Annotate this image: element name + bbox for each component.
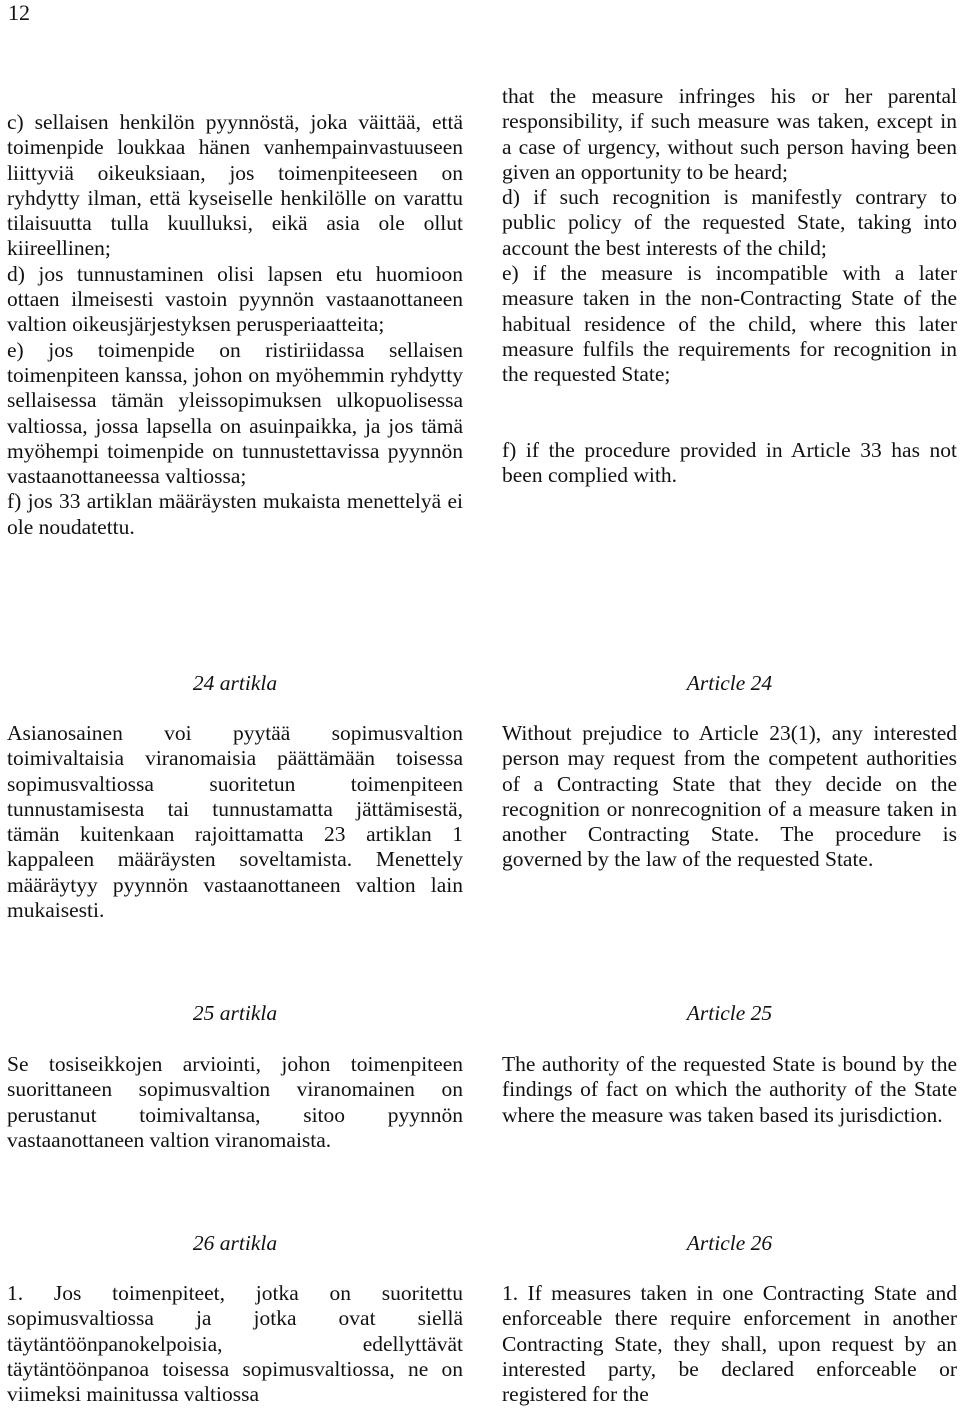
en-item-d: d) if such recognition is manifestly contrary to public policy of the requested State, taking into account the best interests of the child; (502, 185, 957, 260)
fi-article-26-text (7, 1281, 463, 1407)
en-article-26-paragraph: 1. If measures taken in one Contracting State and enforceable there require enforcement in another Contracting State, they shall, upon request by an interested party, be declared enforceable or registered for the (502, 1281, 957, 1407)
fi-article-24-text (7, 721, 463, 923)
fi-item-f: f) jos 33 artiklan määräysten mukaista menettelyä ei ole noudatettu. (7, 489, 463, 539)
finnish-top-section (7, 110, 463, 540)
fi-article-25-paragraph: Se tosiseikkojen arviointi, johon toimenpiteen suorittaneen sopimusvaltion viranomainen on perustanut toimivaltansa, sitoo pyynnön vastaanottaneen valtion viranomaista. (7, 1052, 463, 1152)
en-article-26-heading: Article 26 (686, 1231, 773, 1255)
en-item-f: f) if the procedure provided in Article 33 has not been complied with. (502, 437, 957, 487)
en-article-25-paragraph: The authority of the requested State is bound by the findings of fact on which the authority of the State where the measure was taken based its jurisdiction. (502, 1052, 957, 1127)
en-article-25-heading: Article 25 (686, 1001, 773, 1025)
page-number: 12 (8, 0, 30, 25)
en-item-e: e) if the measure is incompatible with a later measure taken in the non-Contracting State of the habitual residence of the child, where this later measure fulfils the requirements for recognition in the requested State; (502, 261, 957, 387)
en-article-26-text (502, 1281, 957, 1407)
fi-item-e: e) jos toimenpide on ristiriidassa sellaisen toimenpiteen kanssa, johon on myöhemmin ryhdytty sellaisessa tämän yleissopimuksen ulkopuolisessa valtiossa, jossa lapsella on asuinpaikka, ja jos tämä myöhempi toimenpide on tunnustettavissa pyynnön vastaanottaneessa valtiossa; (7, 337, 463, 489)
english-top-section (502, 84, 957, 488)
en-item-c-continued: that the measure infringes his or her parental responsibility, if such measure was taken, except in a case of urgency, without such person having been given an opportunity to be heard; (502, 84, 957, 184)
en-article-24-paragraph: Without prejudice to Article 23(1), any interested person may request from the competent authorities of a Contracting State that they decide on the recognition or nonrecognition of a measure taken in another Contracting State. The procedure is governed by the law of the requested State. (502, 721, 957, 872)
fi-article-24-paragraph: Asianosainen voi pyytää sopimusvaltion toimivaltaisia viranomaisia päättämään toisessa sopimusvaltiossa suoritetun toimenpiteen tunnustamisesta tai tunnustamatta jättämisestä, tämän kuitenkaan rajoittamatta 23 artiklan 1 kappaleen määräysten soveltamista. Menettely määräytyy pyynnön vastaanottaneen valtion lain mukaisesti. (7, 721, 463, 923)
fi-item-c: c) sellaisen henkilön pyynnöstä, joka väittää, että toimenpide loukkaa hänen vanhempainvastuuseen liittyviä oikeuksiaan, jos toimenpiteeseen on ryhdytty ilman, että kyseiselle henkilölle on varattu tilaisuutta tulla kuulluksi, eikä asia ole ollut kiireellinen; (7, 110, 463, 261)
fi-item-d: d) jos tunnustaminen olisi lapsen etu huomioon ottaen ilmeisesti vastoin pyynnön vastaanottaneen valtion oikeusjärjestyksen perusperiaatteita; (7, 261, 463, 337)
fi-article-26-paragraph: 1. Jos toimenpiteet, jotka on suoritettu sopimusvaltiossa ja jotka ovat siellä täytäntöönpanokelpoisia, edellyttävät täytäntöönpanoa toisessa sopimusvaltiossa, ne on viimeksi mainitussa valtiossa (7, 1281, 463, 1407)
en-article-24-heading: Article 24 (686, 671, 773, 695)
en-article-25-text (502, 1052, 957, 1128)
fi-article-24-heading: 24 artikla (192, 671, 278, 695)
fi-article-25-text (7, 1052, 463, 1153)
fi-article-25-heading: 25 artikla (192, 1001, 278, 1025)
en-article-24-text (502, 721, 957, 873)
fi-article-26-heading: 26 artikla (192, 1231, 278, 1255)
spacer (502, 388, 957, 438)
